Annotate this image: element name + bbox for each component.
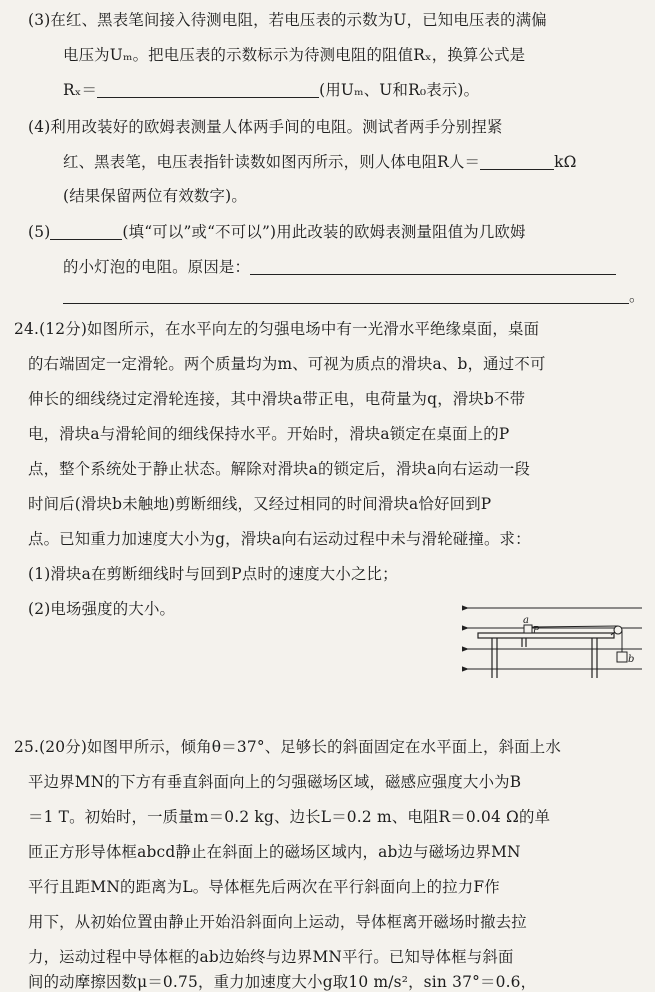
q24-line-6: 时间后(滑块b未触地)剪断细线，又经过相同的时间滑块a恰好回到P <box>28 495 492 513</box>
q24-line-2: 的右端固定一定滑轮。两个质量均为m、可视为质点的滑块a、b，通过不可 <box>28 355 546 373</box>
reason-blank-2 <box>63 288 629 304</box>
unit-kohm: kΩ <box>554 153 577 171</box>
q24-line-4: 电，滑块a与滑轮间的细线保持水平。开始时，滑块a锁定在桌面上的P <box>28 425 510 443</box>
q25-line-4: 匝正方形导体框abcd静止在斜面上的磁场区域内，ab边与磁场边界MN <box>28 843 521 861</box>
table <box>478 633 614 678</box>
q23-part5-line1 <box>28 222 526 242</box>
q24-line-1: 24.(12分)如图所示，在水平向左的匀强电场中有一光滑水平绝缘桌面，桌面 <box>14 320 540 338</box>
q23-part5-line3 <box>63 286 645 306</box>
string <box>532 626 622 652</box>
q23-part4-line2 <box>63 152 577 172</box>
body-resistance-blank <box>480 154 554 170</box>
point-p-label: P <box>533 626 540 636</box>
q24-line-7: 点。已知重力加速度大小为g，滑块a向右运动过程中未与滑轮碰撞。求： <box>28 530 531 548</box>
electric-field-table-diagram <box>462 600 644 682</box>
q23-part4-line1: (4)利用改装好的欧姆表测量人体两手间的电阻。测试者两手分别捏紧 <box>28 118 503 136</box>
body-resistance-text: 红、黑表笔，电压表指针读数如图丙所示，则人体电阻R人＝ <box>63 153 481 171</box>
block-b <box>617 652 634 665</box>
block-a-label: a <box>523 615 529 626</box>
reason-label: 的小灯泡的电阻。原因是： <box>63 258 251 276</box>
pulley <box>611 626 622 635</box>
q25-line-5: 平行且距MN的距离为L。导体框先后两次在平行斜面向上的拉力F作 <box>28 878 500 896</box>
q25-line-3: ＝1 T。初始时，一质量m＝0.2 kg、边长L＝0.2 m、电阻R＝0.04 Ω的单 <box>28 808 551 826</box>
q23-part4-line3: (结果保留两位有效数字)。 <box>63 187 247 205</box>
q25-line-7: 力，运动过程中导体框的ab边始终与边界MN平行。已知导体框与斜面 <box>28 948 514 966</box>
q25-line-1: 25.(20分)如图甲所示，倾角θ＝37°、足够长的斜面固定在水平面上，斜面上水 <box>14 738 561 756</box>
q25-line-2: 平边界MN的下方有垂直斜面向上的匀强磁场区域，磁感应强度大小为B <box>28 773 522 791</box>
formula-answer-blank <box>97 82 319 98</box>
q24-line-3: 伸长的细线绕过定滑轮连接，其中滑块a带正电，电荷量为q，滑块b不带 <box>28 390 526 408</box>
q23-part3-line3 <box>63 80 479 100</box>
part5-label: (5) <box>28 223 51 241</box>
formula-hint: (用Uₘ、U和R₀表示)。 <box>319 81 480 99</box>
reason-blank-1 <box>250 259 616 275</box>
q24-line-5: 点，整个系统处于静止状态。解除对滑块a的锁定后，滑块a向右运动一段 <box>28 460 531 478</box>
q24-question-2: (2)电场强度的大小。 <box>28 600 176 618</box>
q23-part3-line2: 电压为Uₘ。把电压表的示数标示为待测电阻的阻值Rₓ，换算公式是 <box>63 46 526 64</box>
q23-part5-line2 <box>63 257 616 277</box>
q24-question-1: (1)滑块a在剪断细线时与回到P点时的速度大小之比； <box>28 565 398 583</box>
block-a <box>523 615 540 636</box>
part5-question: (填“可以”或“不可以”)用此改装的欧姆表测量阻值为几欧姆 <box>122 223 526 241</box>
can-or-cannot-blank <box>50 224 122 240</box>
block-b-label: b <box>628 654 635 665</box>
q23-part3-line1: (3)在红、黑表笔间接入待测电阻，若电压表的示数为U，已知电压表的满偏 <box>28 11 547 29</box>
formula-prefix: Rₓ＝ <box>63 81 98 99</box>
q25-line-8: 间的动摩擦因数μ＝0.75，重力加速度大小g取10 m/s²，sin 37°＝0.6， <box>28 973 537 991</box>
q25-line-6: 用下，从初始位置由静止开始沿斜面向上运动，导体框离开磁场时撤去拉 <box>28 913 527 931</box>
reason-end-period: 。 <box>629 287 645 305</box>
